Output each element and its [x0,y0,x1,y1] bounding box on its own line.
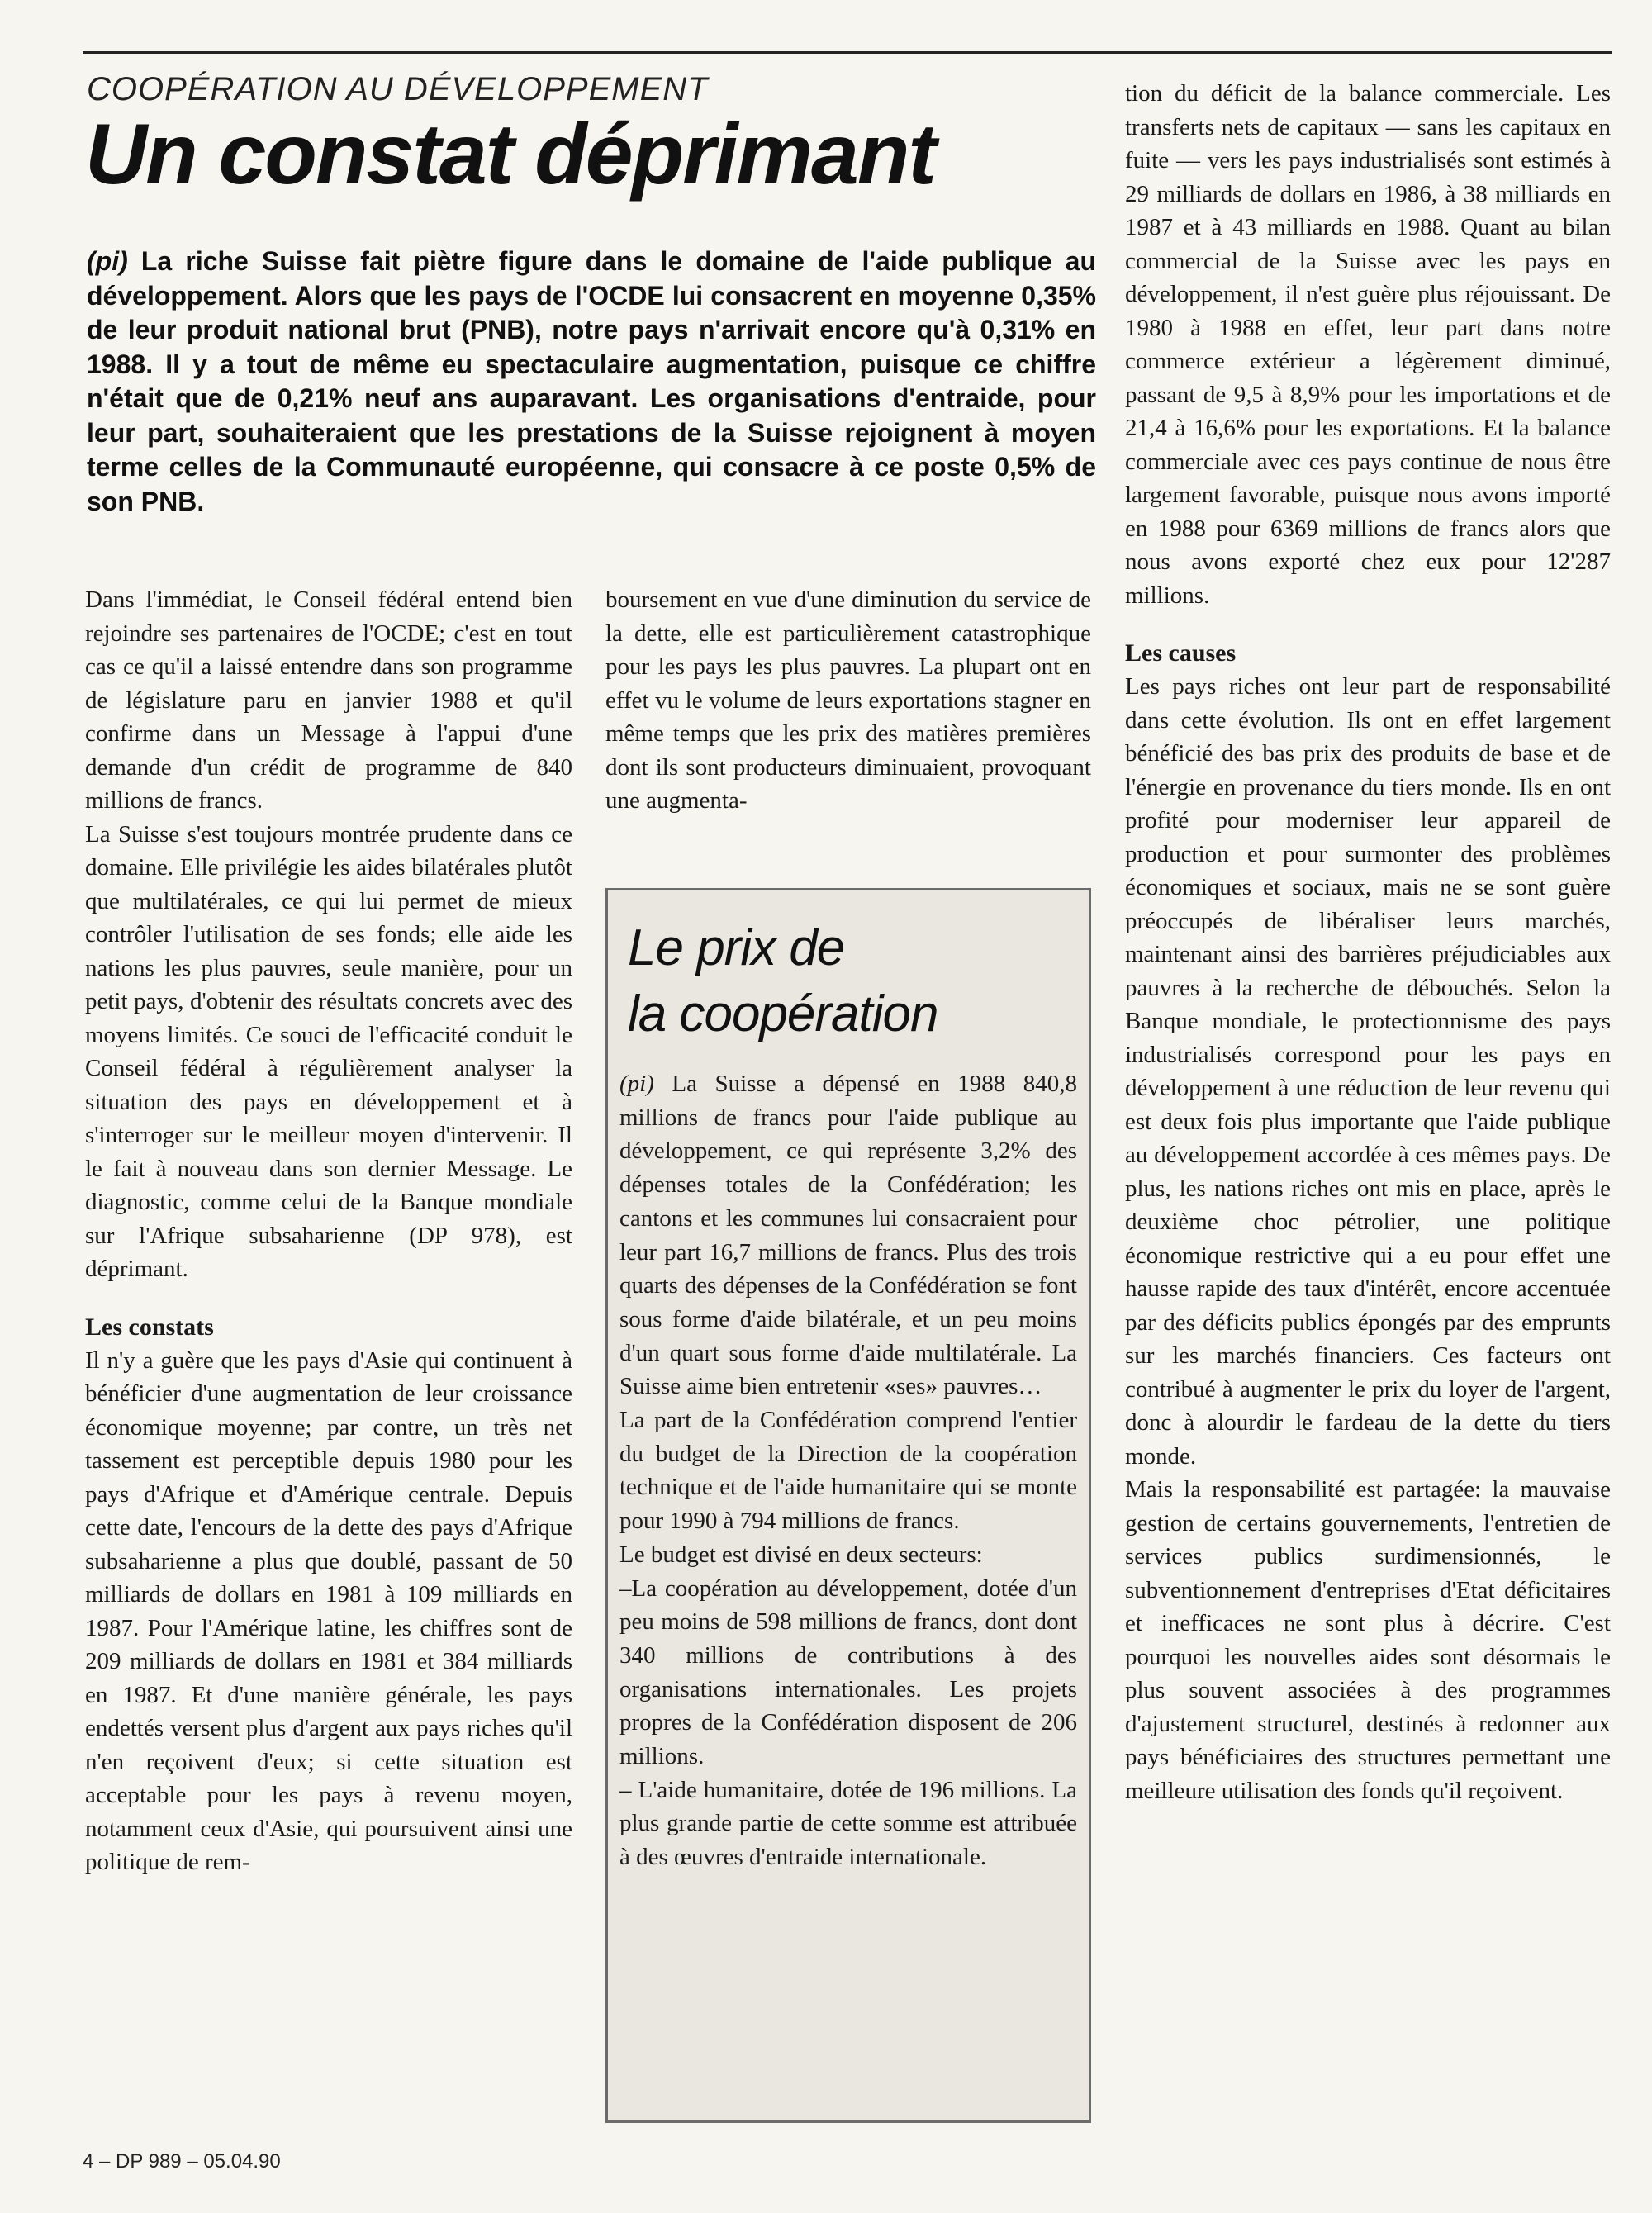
sidebar-box [605,888,1091,2123]
box-prefix: (pi) [620,1071,654,1097]
box-title-line-1: Le prix de [628,919,845,976]
page-footer: 4 – DP 989 – 05.04.90 [83,2150,281,2173]
box-paragraph-1: (pi) La Suisse a dépensé en 1988 840,8 millions de francs pour l'aide publique au développement, ce qui représente 3,2% des dépenses totales de la Confédération; les cantons et les communes lui consacraient pour leur part 16,7 millions de francs. Plus des trois quarts des dépenses de la Confédération se font sous forme d'aide bilatérale, et un peu moins d'un quart sous forme d'aide multilatérale. La Suisse aime bien entretenir «ses» pauvres… [620,1071,1077,1400]
col3-paragraph-2: Les pays riches ont leur part de responsabilité dans cette évolution. Ils ont en effet largement bénéficié des bas prix des produits de base et de l'énergie en provenance du tiers monde. Ils en ont profité pour moderniser leur appareil de production et pour surmonter des problèmes économiques et sociaux, mais ne se sont guère préoccupés de libéraliser leurs marchés, maintenant ainsi des barrières préjudiciables aux pauvres à la recherche de débouchés. Selon la Banque mondiale, le protectionnisme des pays industrialisés correspond pour les pays en développement à une réduction de leur revenu qui est deux fois plus importante que l'aide publique au développement accordée à ces mêmes pays. De plus, les nations riches ont mis en place, après le deuxième choc pétrolier, une politique économique restrictive qui a eu pour effet une hausse rapide des taux d'intérêt, encore accentuée par des déficits publics épongés par des emprunts sur les marchés financiers. Ces facteurs ont contribué à augmenter le prix du loyer de l'argent, donc à alourdir le fardeau de la dette du tiers monde. [1125,673,1611,1470]
lead-text: La riche Suisse fait piètre figure dans le domaine de l'aide publique au développement. Alors que les pays de l'OCDE lui consacrent en moyenne 0,35% de leur produit national brut (PNB), notre pays n'arrivait encore qu'à 0,31% en 1988. Il y a tout de même eu spectaculaire augmentation, puisque ce chiffre n'était que de 0,21% neuf ans auparavant. Les organisations d'entraide, pour leur part, souhaiteraient que les prestations de la Suisse rejoignent à moyen terme celles de la Communauté européenne, qui consacre à ce poste 0,5% de son PNB. [87,246,1096,516]
box-paragraph-3: Le budget est divisé en deux secteurs: [620,1541,983,1568]
col3-paragraph-3: Mais la responsabilité est partagée: la mauvaise gestion de certains gouvernements, l'entretien de services publics surdimensionnés, le subventionnement d'entreprises d'Etat déficitaires et inefficaces ne sont plus à décrire. C'est pourquoi les nouvelles aides sont désormais le plus souvent associées à des programmes d'ajustement structurel, destinés à redonner aux pays bénéficiaires des structures permettant une meilleure utilisation des fonds qu'il reçoivent. [1125,1476,1611,1804]
article-title: Un constat déprimant [85,107,935,202]
box-paragraph-2: La part de la Confédération comprend l'entier du budget de la Direction de la coopération technique et de l'aide humanitaire qui se monte pour 1990 à 794 millions de francs. [620,1407,1077,1535]
col1-paragraph-1: Dans l'immédiat, le Conseil fédéral entend bien rejoindre ses partenaires de l'OCDE; c'est en tout cas ce qu'il a laissé entendre dans son programme de législature paru en janvier 1988 et qu'il confirme dans un Message à l'appui d'une demande d'un crédit de programme de 840 millions de francs. [85,586,572,814]
col2-paragraph-1: boursement en vue d'une diminution du service de la dette, elle est particulièrement catastrophique pour les pays les plus pauvres. La plupart ont en effet vu le volume de leurs exportations stagner en même temps que les prix des matières premières dont ils sont producteurs diminuaient, provoquant une augmenta- [605,586,1091,814]
col1-paragraph-3: Il n'y a guère que les pays d'Asie qui continuent à bénéficier d'une augmentation de leur croissance économique moyenne; par contre, un très net tassement est perceptible depuis 1980 pour les pays d'Afrique et d'Amérique centrale. Depuis cette date, l'encours de la dette des pays d'Afrique subsaharienne a plus que doublé, passant de 50 milliards de dollars en 1981 à 109 milliards en 1987. Pour l'Amérique latine, les chiffres sont de 209 milliards de dollars en 1981 et 384 milliards en 1987. Et d'une manière générale, les pays endettés versent plus d'argent aux pays riches qu'il n'en reçoivent d'eux; si cette situation est acceptable pour les pays à revenu moyen, notamment ceux d'Asie, qui poursuivent ainsi une politique de rem- [85,1346,572,1875]
heading-les-causes: Les causes [1125,639,1237,667]
col1-paragraph-2: La Suisse s'est toujours montrée prudente dans ce domaine. Elle privilégie les aides bilatérales plutôt que multilatérales, ce qui lui permet de mieux contrôler l'utilisation de ses fonds; elle aide les nations les plus pauvres, seule manière, pour un petit pays, d'obtenir des résultats concrets avec des moyens limités. Ce souci de l'efficacité conduit le Conseil fédéral à régulièrement analyser la situation des pays en développement et à s'interroger sur le meilleur moyen d'intervenir. Il le fait à nouveau dans son dernier Message. Le diagnostic, comme celui de la Banque mondiale sur l'Afrique subsaharienne (DP 978), est déprimant. [85,820,572,1282]
box-title [628,915,1077,1047]
section-kicker: COOPÉRATION AU DÉVELOPPEMENT [87,71,709,107]
top-rule [83,51,1612,54]
column-1 [85,583,572,1879]
heading-les-constats: Les constats [85,1313,214,1341]
col3-paragraph-1: tion du déficit de la balance commerciale. Les transferts nets de capitaux — sans les capitaux en fuite — vers les pays industrialisés sont estimés à 29 milliards de dollars en 1986, à 38 milliards en 1987 et à 43 milliards en 1988. Quant au bilan commercial de la Suisse avec les pays en développement, il n'est guère plus réjouissant. De 1980 à 1988 en effet, leur part dans notre commerce extérieur a légèrement diminué, passant de 9,5 à 8,9% pour les importations et de 21,4 à 16,6% pour les exportations. Et la balance commerciale avec ces pays continue de nous être largement favorable, puisque nous avons importé en 1988 pour 6369 millions de francs alors que nous avons exporté chez eux pour 12'287 millions. [1125,80,1611,609]
box-title-line-2: la coopération [628,985,938,1042]
box-paragraph-4: –La coopération au développement, dotée d'un peu moins de 598 millions de francs, dont dont 340 millions de contributions à des organisations internationales. Les projets propres de la Confédération disposent de 206 millions. [620,1574,1077,1770]
column-2 [605,583,1091,818]
box-paragraph-5: – L'aide humanitaire, dotée de 196 millions. La plus grande partie de cette somme est attribuée à des œuvres d'entraide internationale. [620,1776,1077,1871]
box-text [620,1067,1077,1874]
article-lead [87,245,1096,519]
column-3 [1125,77,1611,1807]
lead-prefix: (pi) [87,246,128,276]
